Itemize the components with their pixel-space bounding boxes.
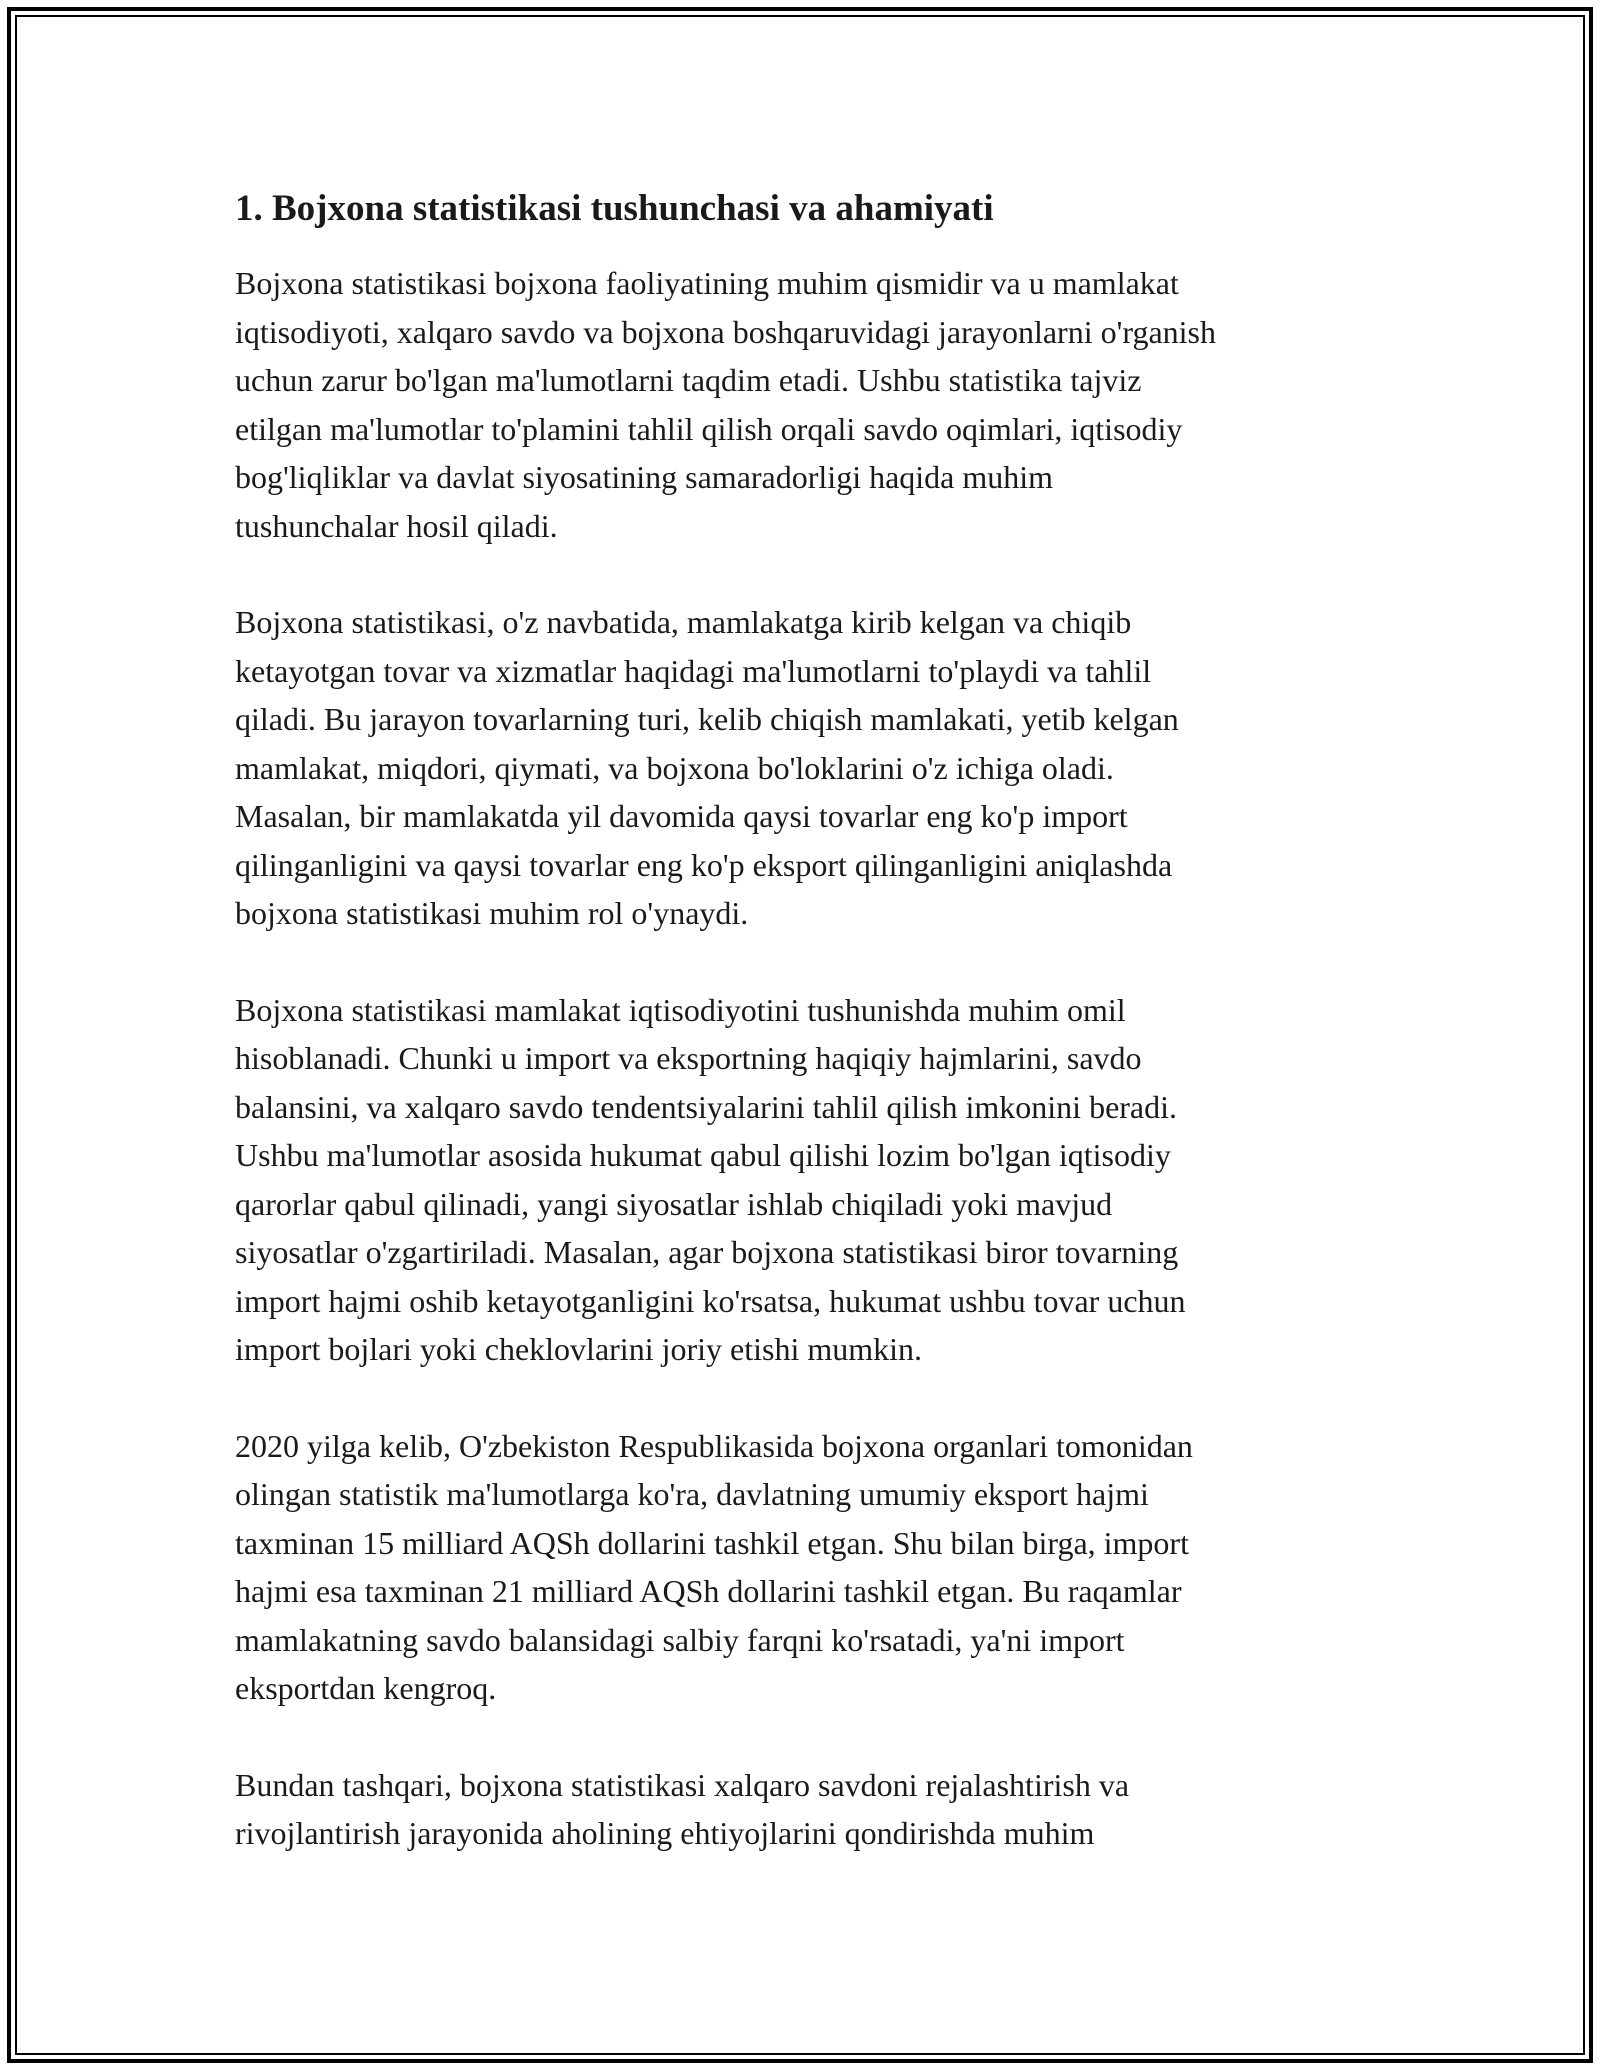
paragraph-line: etilgan ma'lumotlar to'plamini tahlil qilish orqali savdo oqimlari, iqtisodiy xyxy=(235,410,1183,447)
paragraph-line: bog'liqliklar va davlat siyosatining samaradorligi haqida muhim xyxy=(235,459,1054,496)
paragraph-2 xyxy=(235,598,1385,938)
paragraph-line: Bundan tashqari, bojxona statistikasi xalqaro savdoni rejalashtirish va xyxy=(235,1766,1130,1803)
paragraph-line: iqtisodiyoti, xalqaro savdo va bojxona boshqaruvidagi jarayonlarni o'rganish xyxy=(235,313,1216,350)
paragraph-4 xyxy=(235,1422,1385,1713)
paragraph-line: hajmi esa taxminan 21 milliard AQSh dollarini tashkil etgan. Bu raqamlar xyxy=(235,1573,1182,1610)
paragraph-line: mamlakatning savdo balansidagi salbiy farqni ko'rsatadi, ya'ni import xyxy=(235,1621,1125,1658)
paragraph-line: rivojlantirish jarayonida aholining ehtiyojlarini qondirishda muhim xyxy=(235,1815,1095,1852)
paragraph-line: Bojxona statistikasi, o'z navbatida, mamlakatga kirib kelgan va chiqib xyxy=(235,604,1132,641)
paragraph-5 xyxy=(235,1761,1385,1858)
paragraph-line: Ushbu ma'lumotlar asosida hukumat qabul qilishi lozim bo'lgan iqtisodiy xyxy=(235,1137,1171,1174)
paragraph-line: tushunchalar hosil qiladi. xyxy=(235,507,558,544)
paragraph-1 xyxy=(235,259,1385,550)
paragraph-line: taxminan 15 milliard AQSh dollarini tashkil etgan. Shu bilan birga, import xyxy=(235,1524,1189,1561)
paragraph-line: uchun zarur bo'lgan ma'lumotlarni taqdim etadi. Ushbu statistika tajviz xyxy=(235,362,1142,399)
document-body xyxy=(235,185,1385,1906)
paragraph-line: bojxona statistikasi muhim rol o'ynaydi. xyxy=(235,895,749,932)
paragraph-line: siyosatlar o'zgartiriladi. Masalan, agar bojxona statistikasi biror tovarning xyxy=(235,1234,1179,1271)
paragraph-line: import bojlari yoki cheklovlarini joriy etishi mumkin. xyxy=(235,1331,923,1368)
paragraph-line: hisoblanadi. Chunki u import va eksportning haqiqiy hajmlarini, savdo xyxy=(235,1040,1142,1077)
paragraph-line: ketayotgan tovar va xizmatlar haqidagi ma'lumotlarni to'playdi va tahlil xyxy=(235,652,1152,689)
paragraph-3 xyxy=(235,986,1385,1374)
paragraph-line: eksportdan kengroq. xyxy=(235,1670,497,1707)
paragraph-line: olingan statistik ma'lumotlarga ko'ra, davlatning umumiy eksport hajmi xyxy=(235,1476,1149,1513)
paragraph-line: Bojxona statistikasi bojxona faoliyatining muhim qismidir va u mamlakat xyxy=(235,265,1179,302)
paragraph-line: Masalan, bir mamlakatda yil davomida qaysi tovarlar eng ko'p import xyxy=(235,798,1128,835)
paragraph-line: qilinganligini va qaysi tovarlar eng ko'p eksport qilinganligini aniqlashda xyxy=(235,846,1173,883)
paragraph-line: qiladi. Bu jarayon tovarlarning turi, kelib chiqish mamlakati, yetib kelgan xyxy=(235,701,1179,738)
paragraph-line: 2020 yilga kelib, O'zbekiston Respublikasida bojxona organlari tomonidan xyxy=(235,1427,1193,1464)
paragraph-line: balansini, va xalqaro savdo tendentsiyalarini tahlil qilish imkonini beradi. xyxy=(235,1088,1178,1125)
paragraph-line: mamlakat, miqdori, qiymati, va bojxona bo'loklarini o'z ichiga oladi. xyxy=(235,749,1114,786)
paragraph-line: Bojxona statistikasi mamlakat iqtisodiyotini tushunishda muhim omil xyxy=(235,991,1126,1028)
section-heading: 1. Bojxona statistikasi tushunchasi va ahamiyati xyxy=(235,188,994,229)
paragraph-line: import hajmi oshib ketayotganligini ko'rsatsa, hukumat ushbu tovar uchun xyxy=(235,1282,1186,1319)
paragraph-line: qarorlar qabul qilinadi, yangi siyosatlar ishlab chiqiladi yoki mavjud xyxy=(235,1185,1113,1222)
